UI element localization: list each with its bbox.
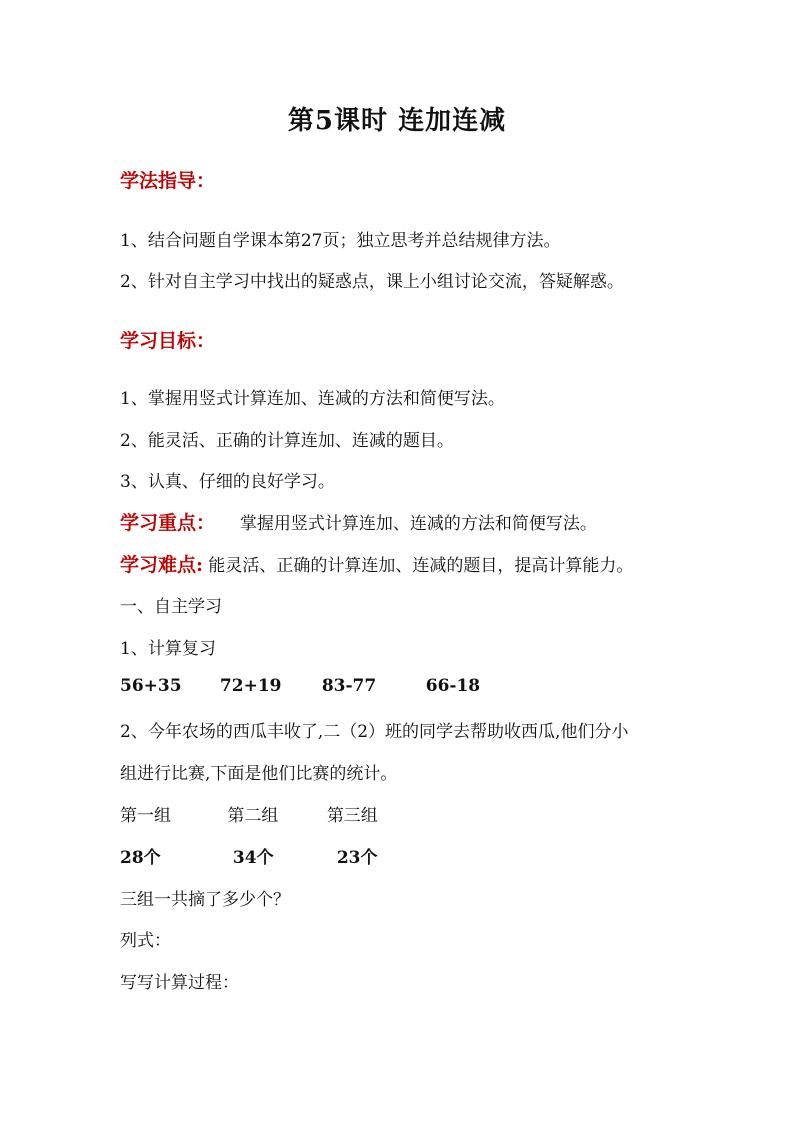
group-3: 第三组: [326, 806, 378, 826]
key-point-line: [120, 508, 597, 535]
count-2: 34个: [232, 848, 274, 868]
count-1: 28个: [120, 848, 161, 868]
q2-line-1: 2、今年农场的西瓜丰收了,二（2）班的同学去帮助收西瓜,他们分小: [120, 722, 629, 742]
page-title: 第5课时 连加连减: [287, 106, 507, 136]
expr-2: 72+19: [219, 676, 282, 696]
objective-item-3: 3、认真、仔细的良好学习。: [120, 472, 335, 492]
objectives-heading: 学习目标：: [120, 330, 216, 352]
objective-item-2: 2、能灵活、正确的计算连加、连减的题目。: [120, 431, 454, 451]
difficulty-line: [120, 550, 633, 577]
group-1: 第一组: [120, 806, 171, 826]
key-point-label: 学习重点：: [120, 512, 216, 534]
q1-label: 1、计算复习: [120, 639, 216, 659]
group-2: 第二组: [227, 806, 279, 826]
q2-line-2: 组进行比赛,下面是他们比赛的统计。: [120, 764, 398, 784]
difficulty-text: 能灵活、正确的计算连加、连减的题目，提高计算能力。: [208, 556, 634, 576]
process-label: 写写计算过程：: [120, 973, 239, 993]
group-counts: [120, 843, 378, 868]
q1-expressions: [120, 676, 480, 696]
q2-question: 三组一共摘了多少个？: [120, 890, 290, 910]
objective-item-1: 1、掌握用竖式计算连加、连减的方法和简便写法。: [120, 389, 505, 409]
count-3: 23个: [336, 848, 378, 868]
expr-4: 66-18: [425, 676, 481, 696]
expr-3: 83-77: [321, 676, 377, 696]
difficulty-label: 学习难点:: [120, 554, 204, 576]
study-guide-heading: 学法指导：: [120, 170, 216, 192]
section-heading: 一、自主学习: [120, 597, 222, 617]
group-names: [120, 801, 378, 826]
expr-1: 56+35: [120, 676, 182, 696]
study-guide-item-2: 2、针对自主学习中找出的疑惑点，课上小组讨论交流，答疑解惑。: [120, 272, 624, 292]
key-point-text: 掌握用竖式计算连加、连减的方法和简便写法。: [239, 514, 597, 534]
formula-label: 列式：: [120, 931, 171, 951]
study-guide-item-1: 1、结合问题自学课本第27页；独立思考并总结规律方法。: [120, 231, 561, 251]
